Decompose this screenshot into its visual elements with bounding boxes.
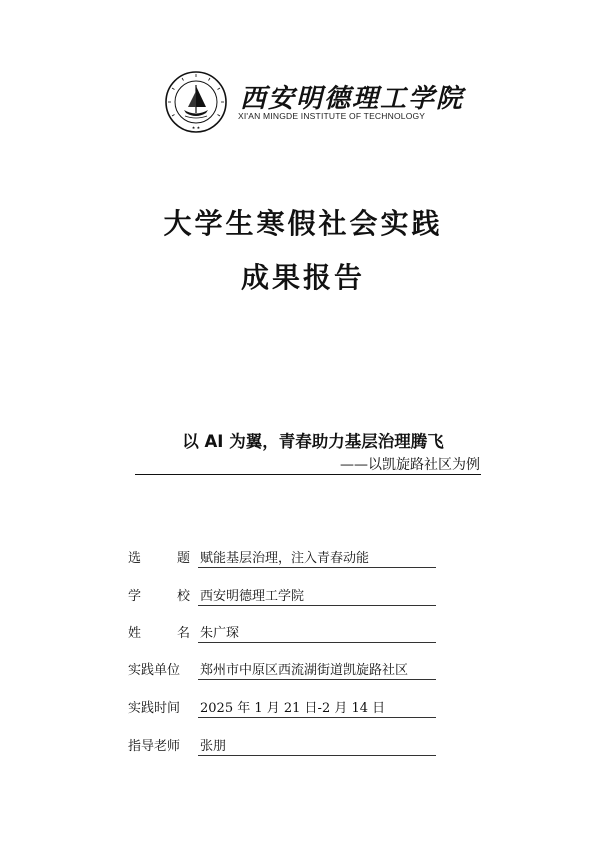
info-row-school — [128, 583, 438, 607]
info-label-text: 指导老师 — [128, 739, 181, 754]
report-subtopic: ——以凯旋路社区为例 — [340, 457, 480, 473]
info-label-char: 学 — [128, 589, 142, 604]
school-name-english: XI'AN MINGDE INSTITUTE OF TECHNOLOGY — [238, 111, 426, 121]
info-underline — [198, 755, 436, 756]
info-label — [128, 622, 190, 641]
info-underline — [198, 642, 436, 643]
info-label-char: 校 — [176, 589, 190, 604]
info-row-name — [128, 620, 438, 644]
info-label-text: 实践单位 — [128, 663, 181, 678]
report-title-line-2: 成果报告 — [240, 261, 365, 294]
info-label-char: 题 — [176, 551, 190, 566]
info-label-char: 选 — [128, 551, 142, 566]
info-underline — [198, 567, 436, 568]
subtopic-underline — [135, 474, 481, 475]
info-label — [128, 547, 190, 566]
info-underline — [198, 679, 436, 680]
school-seal-logo — [165, 71, 227, 133]
info-value: 赋能基层治理，注入青春动能 — [200, 551, 370, 566]
info-value: 西安明德理工学院 — [200, 589, 305, 604]
info-value: 郑州市中原区西流湖街道凯旋路社区 — [200, 663, 409, 678]
info-label-char: 名 — [176, 626, 190, 641]
info-label — [128, 659, 190, 678]
info-row-advisor — [128, 733, 438, 757]
report-title-line-1: 大学生寒假社会实践 — [163, 207, 443, 240]
school-header — [162, 68, 465, 148]
info-underline — [198, 717, 436, 718]
info-label-char: 姓 — [128, 626, 142, 641]
info-label — [128, 585, 190, 604]
info-value: 张朋 — [200, 739, 227, 754]
svg-text:★ ★: ★ ★ — [191, 125, 201, 130]
info-label-text: 实践时间 — [128, 701, 181, 716]
info-underline — [198, 605, 436, 606]
info-value: 2025 年 1 月 21 日-2 月 14 日 — [200, 701, 386, 716]
info-label — [128, 697, 190, 716]
info-row-practice-unit — [128, 657, 438, 681]
info-row-practice-time — [128, 695, 438, 719]
school-name-chinese: 西安明德理工学院 — [240, 84, 465, 114]
info-value: 朱广琛 — [200, 626, 240, 641]
report-topic: 以 AI 为翼，青春助力基层治理腾飞 — [182, 432, 444, 451]
info-row-topic — [128, 545, 438, 569]
info-label — [128, 735, 190, 754]
